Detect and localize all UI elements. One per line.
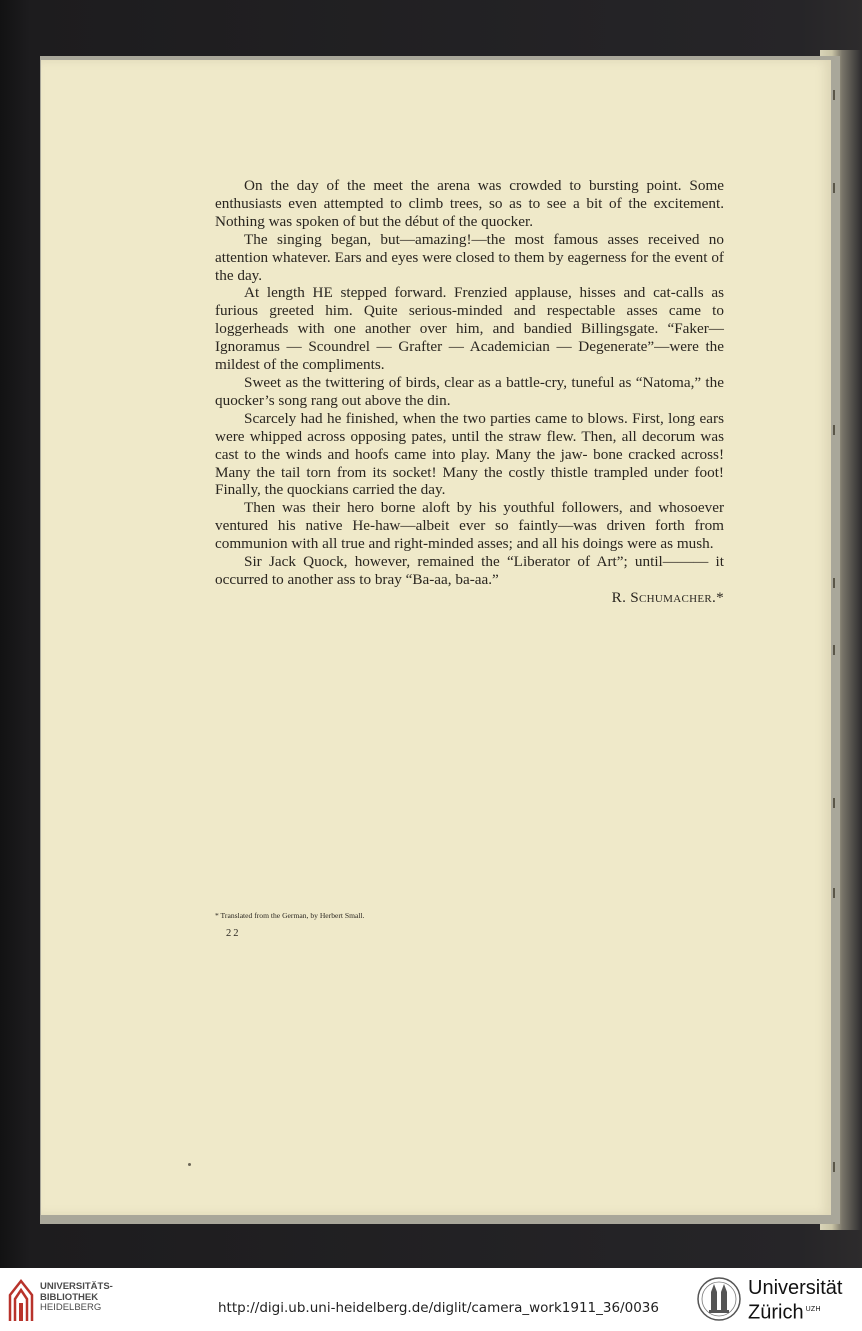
footer-bar	[0, 1268, 862, 1331]
paragraph-2: The singing began, but—amazing!—the most famous asses received no attention whatever. Ears and eyes were closed to them by eagerness for the event of the day.	[215, 230, 724, 284]
edge-mark	[833, 1162, 835, 1172]
permalink-url[interactable]: http://digi.ub.uni-heidelberg.de/diglit/camera_work1911_36/0036	[218, 1300, 659, 1316]
page-number: 22	[226, 928, 241, 939]
edge-mark	[833, 888, 835, 898]
author-signature: R. Schumacher.*	[611, 588, 724, 606]
university-abbreviation: UZH	[805, 1306, 821, 1313]
university-name-line-1: Universität	[748, 1277, 843, 1299]
edge-mark	[833, 798, 835, 808]
university-name	[748, 1277, 842, 1324]
footnote: * Translated from the German, by Herbert Small.	[215, 911, 365, 920]
university-seal-icon	[696, 1274, 742, 1324]
paragraph-4: Sweet as the twittering of birds, clear as a battle-cry, tuneful as “Natoma,” the quocker’s song rang out above the din.	[215, 373, 724, 409]
paragraph-3: At length HE stepped forward. Frenzied applause, hisses and cat-calls as furious greeted him. Quite serious-minded and respectable asses came to loggerheads with one another over him, and bandied Billingsgate. “Faker— Ignoramus — Scoundrel — Grafter — Academician — Degenerate”—were the mildest of the compliments.	[215, 284, 724, 374]
paragraph-1: On the day of the meet the arena was crowded to bursting point. Some enthusiasts even attempted to climb trees, so as to see a bit of the excitement. Nothing was spoken of but the début of the quocker.	[215, 177, 724, 230]
paragraph-7: Sir Jack Quock, however, remained the “Liberator of Art”; until——— it occurred to another ass to bray “Ba-aa, ba-aa.”	[215, 553, 724, 588]
university-name-line-2: Zürich	[748, 1301, 804, 1324]
paragraph-6: Then was their hero borne aloft by his youthful followers, and whosoever ventured his native He-haw—albeit ever so faintly—was driven forth from communion with all true and right-minded asses; and all his doings were as mush.	[215, 499, 724, 553]
library-logo-icon	[8, 1277, 34, 1321]
edge-mark	[833, 183, 835, 193]
paragraph-5: Scarcely had he finished, when the two parties came to blows. First, long ears were whipped across opposing pates, until the straw flew. Then, all decorum was cast to the winds and hoofs came into play. Many the jaw- bone cracked across! Many the tail torn from its socket! Many the costly thistle trampled under foot! Finally, the quockians carried the day.	[215, 409, 724, 499]
edge-mark	[833, 425, 835, 435]
article-body	[215, 177, 724, 607]
library-name	[40, 1282, 113, 1314]
edge-mark	[833, 578, 835, 588]
edge-mark	[833, 90, 835, 100]
page-speck	[188, 1163, 191, 1166]
edge-mark	[833, 645, 835, 655]
library-name-line-3: HEIDELBERG	[40, 1302, 102, 1313]
library-name-line-1: UNIVERSITÄTS-	[40, 1281, 113, 1292]
library-name-line-2: BIBLIOTHEK	[40, 1291, 99, 1303]
